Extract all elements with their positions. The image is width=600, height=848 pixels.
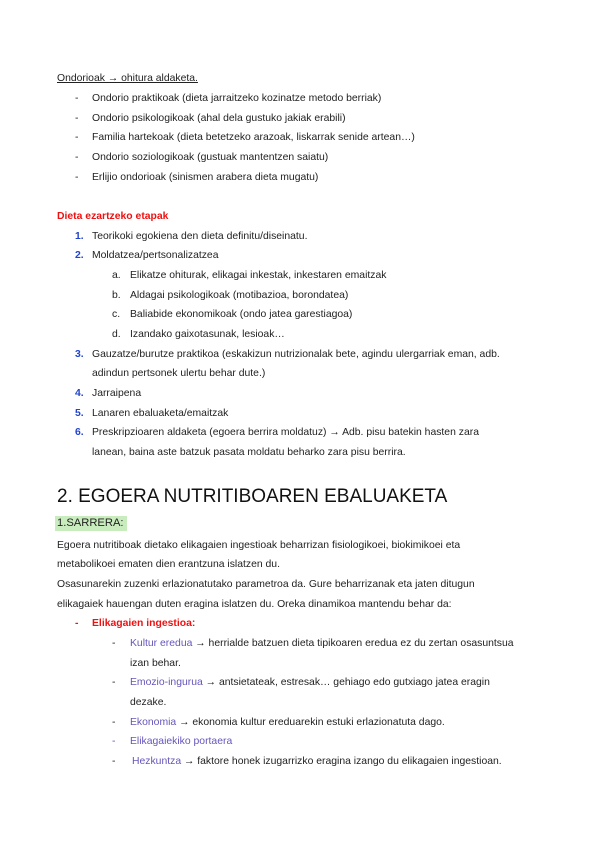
step-text: Lanaren ebaluaketa/emaitzak — [92, 408, 229, 419]
factor-term: Ekonomia — [130, 717, 177, 728]
consequence-item: Ondorio psikologikoak (ahal dela gustuko jakiak erabili) — [92, 113, 346, 124]
factor-line — [130, 716, 445, 729]
consequences-heading: Ondorioak → ohitura aldaketa. — [57, 73, 198, 84]
paragraph-line: Egoera nutritiboak dietako elikagaien ingestioak beharrizan fisiologikoei, biokimikoei eta — [57, 540, 461, 551]
factor-desc-continued: izan behar. — [130, 658, 181, 669]
factor-line — [130, 676, 490, 689]
step-number: 6. — [75, 427, 84, 438]
substep-letter: d. — [112, 329, 121, 340]
substep-letter: c. — [112, 309, 121, 320]
subsection-title: 1.SARRERA: — [55, 516, 127, 531]
dash-bullet: - — [75, 113, 79, 124]
dash-bullet: - — [112, 756, 116, 767]
dash-bullet: - — [112, 736, 116, 747]
factor-line — [132, 755, 502, 768]
dash-bullet: - — [112, 717, 116, 728]
step-text: Moldatzea/pertsonalizatzea — [92, 250, 219, 261]
consequence-item: Ondorio soziologikoak (gustuak mantentzen saiatu) — [92, 152, 329, 163]
dash-bullet: - — [75, 93, 79, 104]
substep-text: Izandako gaixotasunak, lesioak… — [130, 329, 285, 340]
factor-term: Elikagaiekiko portaera — [130, 736, 233, 747]
factor-line — [130, 735, 232, 748]
step-text: Preskripzioaren aldaketa (egoera berrira moldatuz) → Adb. pisu batekin hasten zara — [92, 427, 479, 438]
factor-term: Kultur eredua — [130, 638, 193, 649]
factor-desc: → ekonomia kultur ereduarekin estuki erlazionatuta dago. — [179, 717, 445, 728]
step-text: Jarraipena — [92, 388, 142, 399]
substep-letter: b. — [112, 290, 121, 301]
consequence-item: Erlijio ondorioak (sinismen arabera dieta mugatu) — [92, 172, 319, 183]
step-text: Teorikoki egokiena den dieta definitu/diseinatu. — [92, 231, 308, 242]
paragraph-line: elikagaiek hauengan duten eragina islatzen du. Oreka dinamikoa mantendu behar da: — [57, 599, 452, 610]
step-text: Gauzatze/burutze praktikoa (eskakizun nutrizionalak bete, agindu ulergarriak eman, adb. — [92, 349, 500, 360]
substep-letter: a. — [112, 270, 121, 281]
factor-term: Emozio-ingurua — [130, 677, 203, 688]
paragraph-line: metabolikoei ematen dien erantzuna islatzen du. — [57, 559, 280, 570]
section-title: 2. EGOERA NUTRITIBOAREN EBALUAKETA — [57, 486, 448, 507]
factor-desc-continued: dezake. — [130, 697, 167, 708]
factor-desc: → faktore honek izugarrizko eragina izango du elikagaien ingestioan. — [183, 756, 502, 767]
substep-text: Elikatze ohiturak, elikagai inkestak, inkestaren emaitzak — [130, 270, 387, 281]
diet-stages-heading: Dieta ezartzeko etapak — [57, 211, 169, 222]
food-intake-heading: Elikagaien ingestioa: — [92, 618, 196, 629]
dash-bullet: - — [112, 638, 116, 649]
substep-text: Baliabide ekonomikoak (ondo jatea garestiagoa) — [130, 309, 353, 320]
step-number: 2. — [75, 250, 84, 261]
factor-desc: → antsietateak, estresak… gehiago edo gutxiago jatea eragin — [205, 677, 490, 688]
factor-line — [130, 637, 514, 650]
consequence-item: Ondorio praktikoak (dieta jarraitzeko kozinatze metodo berriak) — [92, 93, 382, 104]
consequence-item: Familia hartekoak (dieta betetzeko arazoak, liskarrak senide artean…) — [92, 132, 415, 143]
step-text-continued: adindun pertsonek ulertu behar dute.) — [92, 368, 266, 379]
substep-text: Aldagai psikologikoak (motibazioa, borondatea) — [130, 290, 349, 301]
dash-bullet: - — [112, 677, 116, 688]
factor-desc: → herrialde batzuen dieta tipikoaren eredua ez du zertan osasuntsua — [195, 638, 514, 649]
step-number: 3. — [75, 349, 84, 360]
step-text-continued: lanean, baina aste batzuk pasata moldatu beharko zara pisu berrira. — [92, 447, 406, 458]
step-number: 4. — [75, 388, 84, 399]
dash-bullet: - — [75, 172, 79, 183]
step-number: 1. — [75, 231, 84, 242]
dash-bullet: - — [75, 618, 79, 629]
dash-bullet: - — [75, 152, 79, 163]
dash-bullet: - — [75, 132, 79, 143]
step-number: 5. — [75, 408, 84, 419]
factor-term: Hezkuntza — [132, 756, 182, 767]
paragraph-line: Osasunarekin zuzenki erlazionatutako parametroa da. Gure beharrizanak eta jaten ditugun — [57, 579, 475, 590]
